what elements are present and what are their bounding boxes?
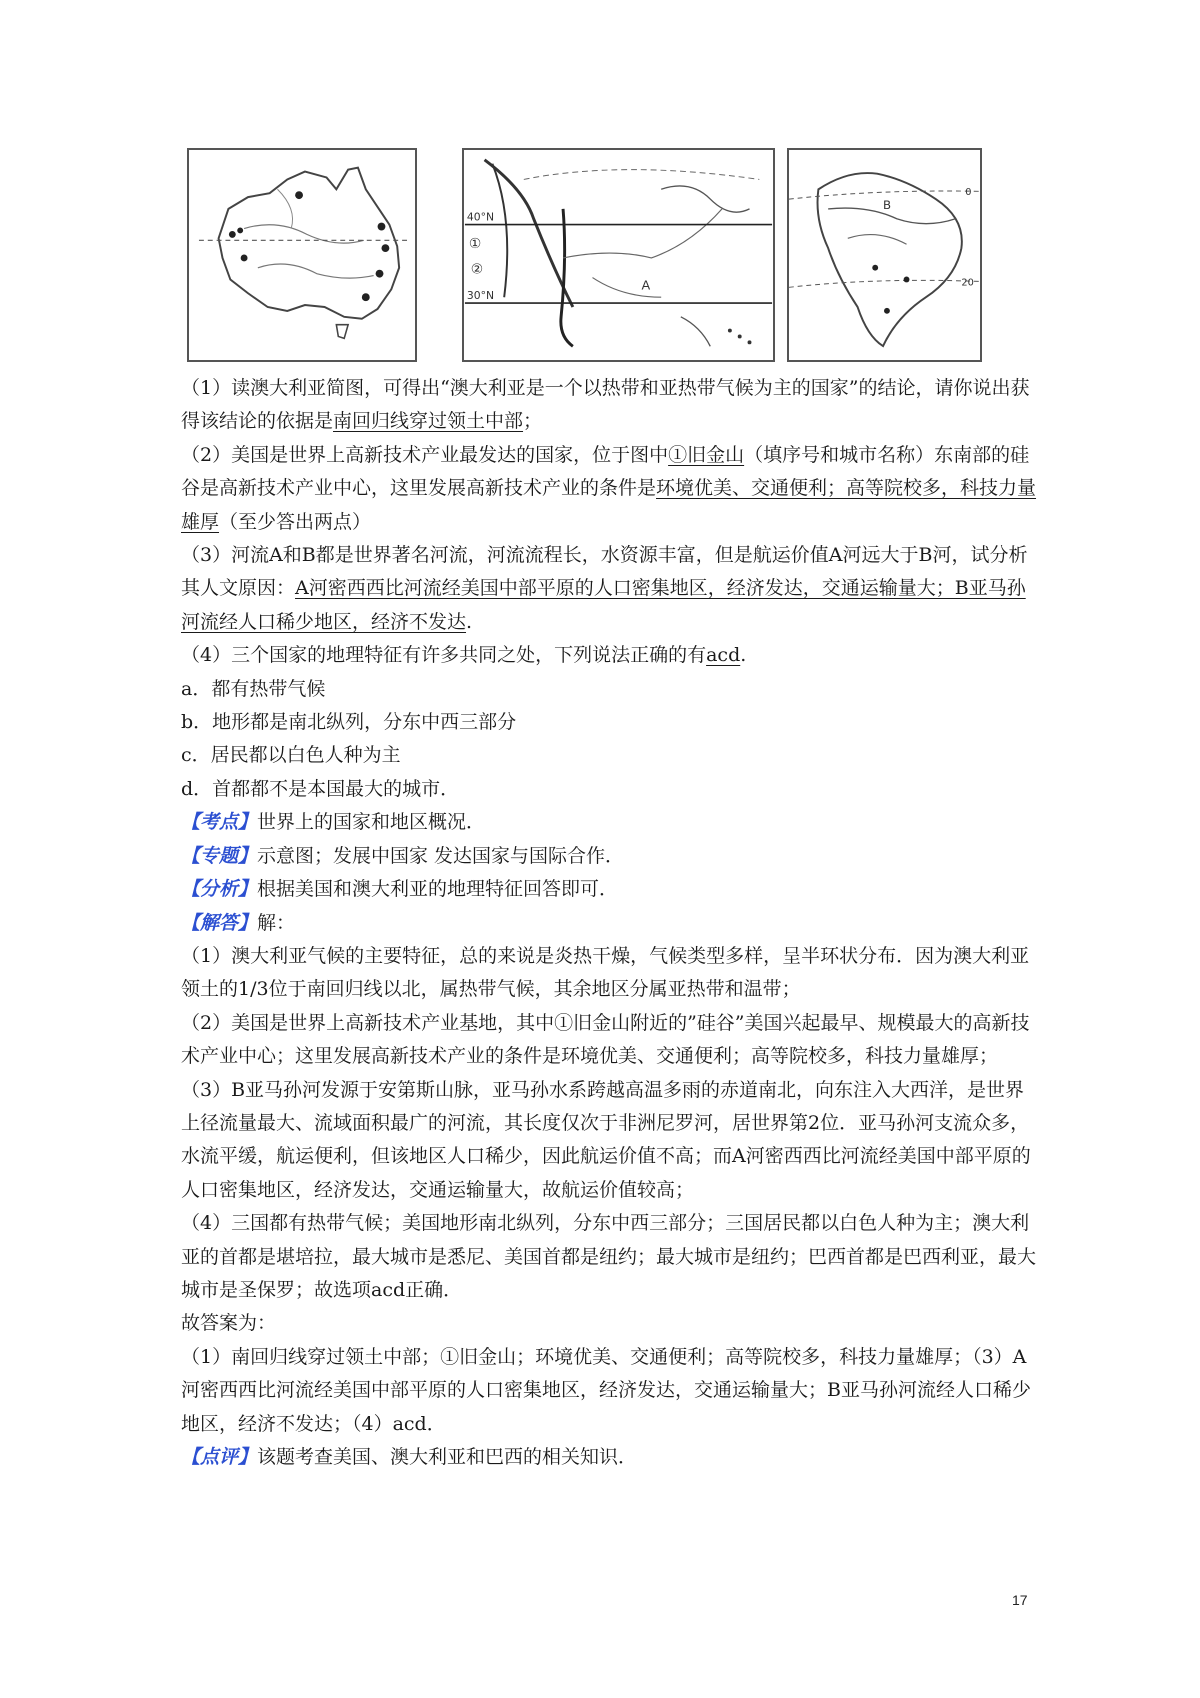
usa-map-drawing <box>464 150 773 360</box>
q3-end: . <box>466 610 473 633</box>
map-figure <box>187 148 1082 364</box>
option-b: b．地形都是南北纵列，分东中西三部分 <box>181 711 517 734</box>
jieda-paragraph-4: （4）三国都有热带气候；美国地形南北纵列，分东中西三部分；三国居民都以白色人种为主；澳大利亚的首都是堪培拉，最大城市是悉尼、美国首都是纽约；最大城市是纽约；巴西首都是巴西利亚，最大城市是圣保罗；故选项acd正确． <box>181 1212 1037 1301</box>
zhuanti-tag: 【专题】 <box>181 844 258 867</box>
q2-text-b: （填序号和城市名称）东南部的硅谷是高新技术产业中心，这里发展高新技术产业的条件是 <box>181 443 1030 500</box>
dianping-section <box>181 1441 1041 1474</box>
australia-map <box>187 148 417 362</box>
kaodian-text: 世界上的国家和地区概况． <box>257 811 486 834</box>
q2-text-a: （2）美国是世界上高新技术产业最发达的国家，位于图中 <box>181 443 669 466</box>
q4-text: （4）三个国家的地理特征有许多共同之处，下列说法正确的有 <box>181 644 707 667</box>
brazil-map <box>787 148 982 362</box>
lat-20-label: 20 <box>961 277 974 289</box>
brazil-map-drawing <box>789 150 980 360</box>
question-2 <box>181 439 1041 539</box>
lat-40-label: 40°N <box>466 210 495 224</box>
zhuanti-section <box>181 840 1041 873</box>
q4-answer: acd <box>706 644 741 667</box>
option-a: a．都有热带气候 <box>181 677 326 700</box>
dianping-tag: 【点评】 <box>181 1446 258 1468</box>
kaodian-section <box>181 806 1041 839</box>
lat-0-label: 0 <box>965 187 972 199</box>
river-a-label: A <box>641 278 651 294</box>
jieda-tag: 【解答】 <box>181 911 258 934</box>
q1-text: （1）读澳大利亚简图，可得出“澳大利亚是一个以热带和亚热带气候为主的国家”的结论，请你说出获得该结论的依据是 <box>181 377 1030 433</box>
q3-answer: A河密西西比河流经美国中部平原的人口密集地区，经济发达，交通运输量大；B亚马孙河流经人口稀少地区，经济不发达 <box>181 577 1026 633</box>
option-c: c．居民都以白色人种为主 <box>181 744 401 767</box>
jieda-paragraph-3: （3）B亚马孙河发源于安第斯山脉，亚马孙水系跨越高温多雨的赤道南北，向东注入大西洋，是世界上径流量最大、流域面积最广的河流，其长度仅次于非洲尼罗河，居世界第2位．亚马孙河支流众多，水流平缓，航运便利，但该地区人口稀少，因此航运价值不高；而A河密西西比河流经美国中部平原的人口密集地区，经济发达，交通运输量大，故航运价值较高； <box>181 1078 1031 1201</box>
jieda-section <box>181 907 1041 940</box>
option-d: d．首都都不是本国最大的城市． <box>181 777 460 800</box>
jieda-text: 解： <box>257 911 296 934</box>
australia-map-drawing <box>189 150 415 360</box>
jieda-paragraph-1: （1）澳大利亚气候的主要特征，总的来说是炎热干燥，气候类型多样，呈半环状分布．因为澳大利亚领土的1/3位于南回归线以北，属热带气候，其余地区分属亚热带和温带； <box>181 944 1030 1001</box>
fenxi-text: 根据美国和澳大利亚的地理特征回答即可． <box>257 878 619 901</box>
jieda-paragraph-2: （2）美国是世界上高新技术产业基地，其中①旧金山附近的”硅谷”美国兴起最早、规模最大的高新技术产业中心；这里发展高新技术产业的条件是环境优美、交通便利；高等院校多，科技力量雄厚； <box>181 1011 1030 1068</box>
q4-end: . <box>740 644 747 667</box>
question-4 <box>181 639 1041 672</box>
dianping-text: 该题考查美国、澳大利亚和巴西的相关知识． <box>257 1446 638 1468</box>
page-number: 17 <box>1012 1592 1028 1608</box>
fenxi-tag: 【分析】 <box>181 878 258 901</box>
q1-answer: 南回归线穿过领土中部 <box>333 410 524 433</box>
fenxi-section <box>181 873 1041 906</box>
q3-text: （3）河流A和B都是世界著名河流，河流流程长，水资源丰富，但是航运价值A河远大于B河，试分析其人文原因： <box>181 544 1028 600</box>
kaodian-tag: 【考点】 <box>181 811 258 834</box>
marker-2-label: ② <box>470 261 484 278</box>
answer-summary: （1）南回归线穿过领土中部；①旧金山；环境优美、交通便利；高等院校多，科技力量雄厚；（3）A河密西西比河流经美国中部平原的人口密集地区，经济发达，交通运输量大；B亚马孙河流经人口稀少地区，经济不发达；（4）acd． <box>181 1345 1031 1435</box>
question-1 <box>181 372 1041 439</box>
q2-text-c: （至少答出两点） <box>219 510 372 533</box>
answer-intro: 故答案为： <box>181 1312 277 1335</box>
river-b-label: B <box>883 197 892 212</box>
zhuanti-text: 示意图；发展中国家 发达国家与国际合作． <box>257 844 625 867</box>
q2-answer-a: ①旧金山 <box>668 443 745 466</box>
q2-answer-b: 环境优美、交通便利；高等院校多，科技力量雄厚 <box>181 477 1037 533</box>
marker-1-label: ① <box>468 236 482 253</box>
lat-30-label: 30°N <box>466 289 495 303</box>
question-content <box>181 372 1041 1474</box>
usa-map <box>462 148 775 362</box>
q1-end: ； <box>523 410 543 433</box>
question-3 <box>181 539 1041 639</box>
